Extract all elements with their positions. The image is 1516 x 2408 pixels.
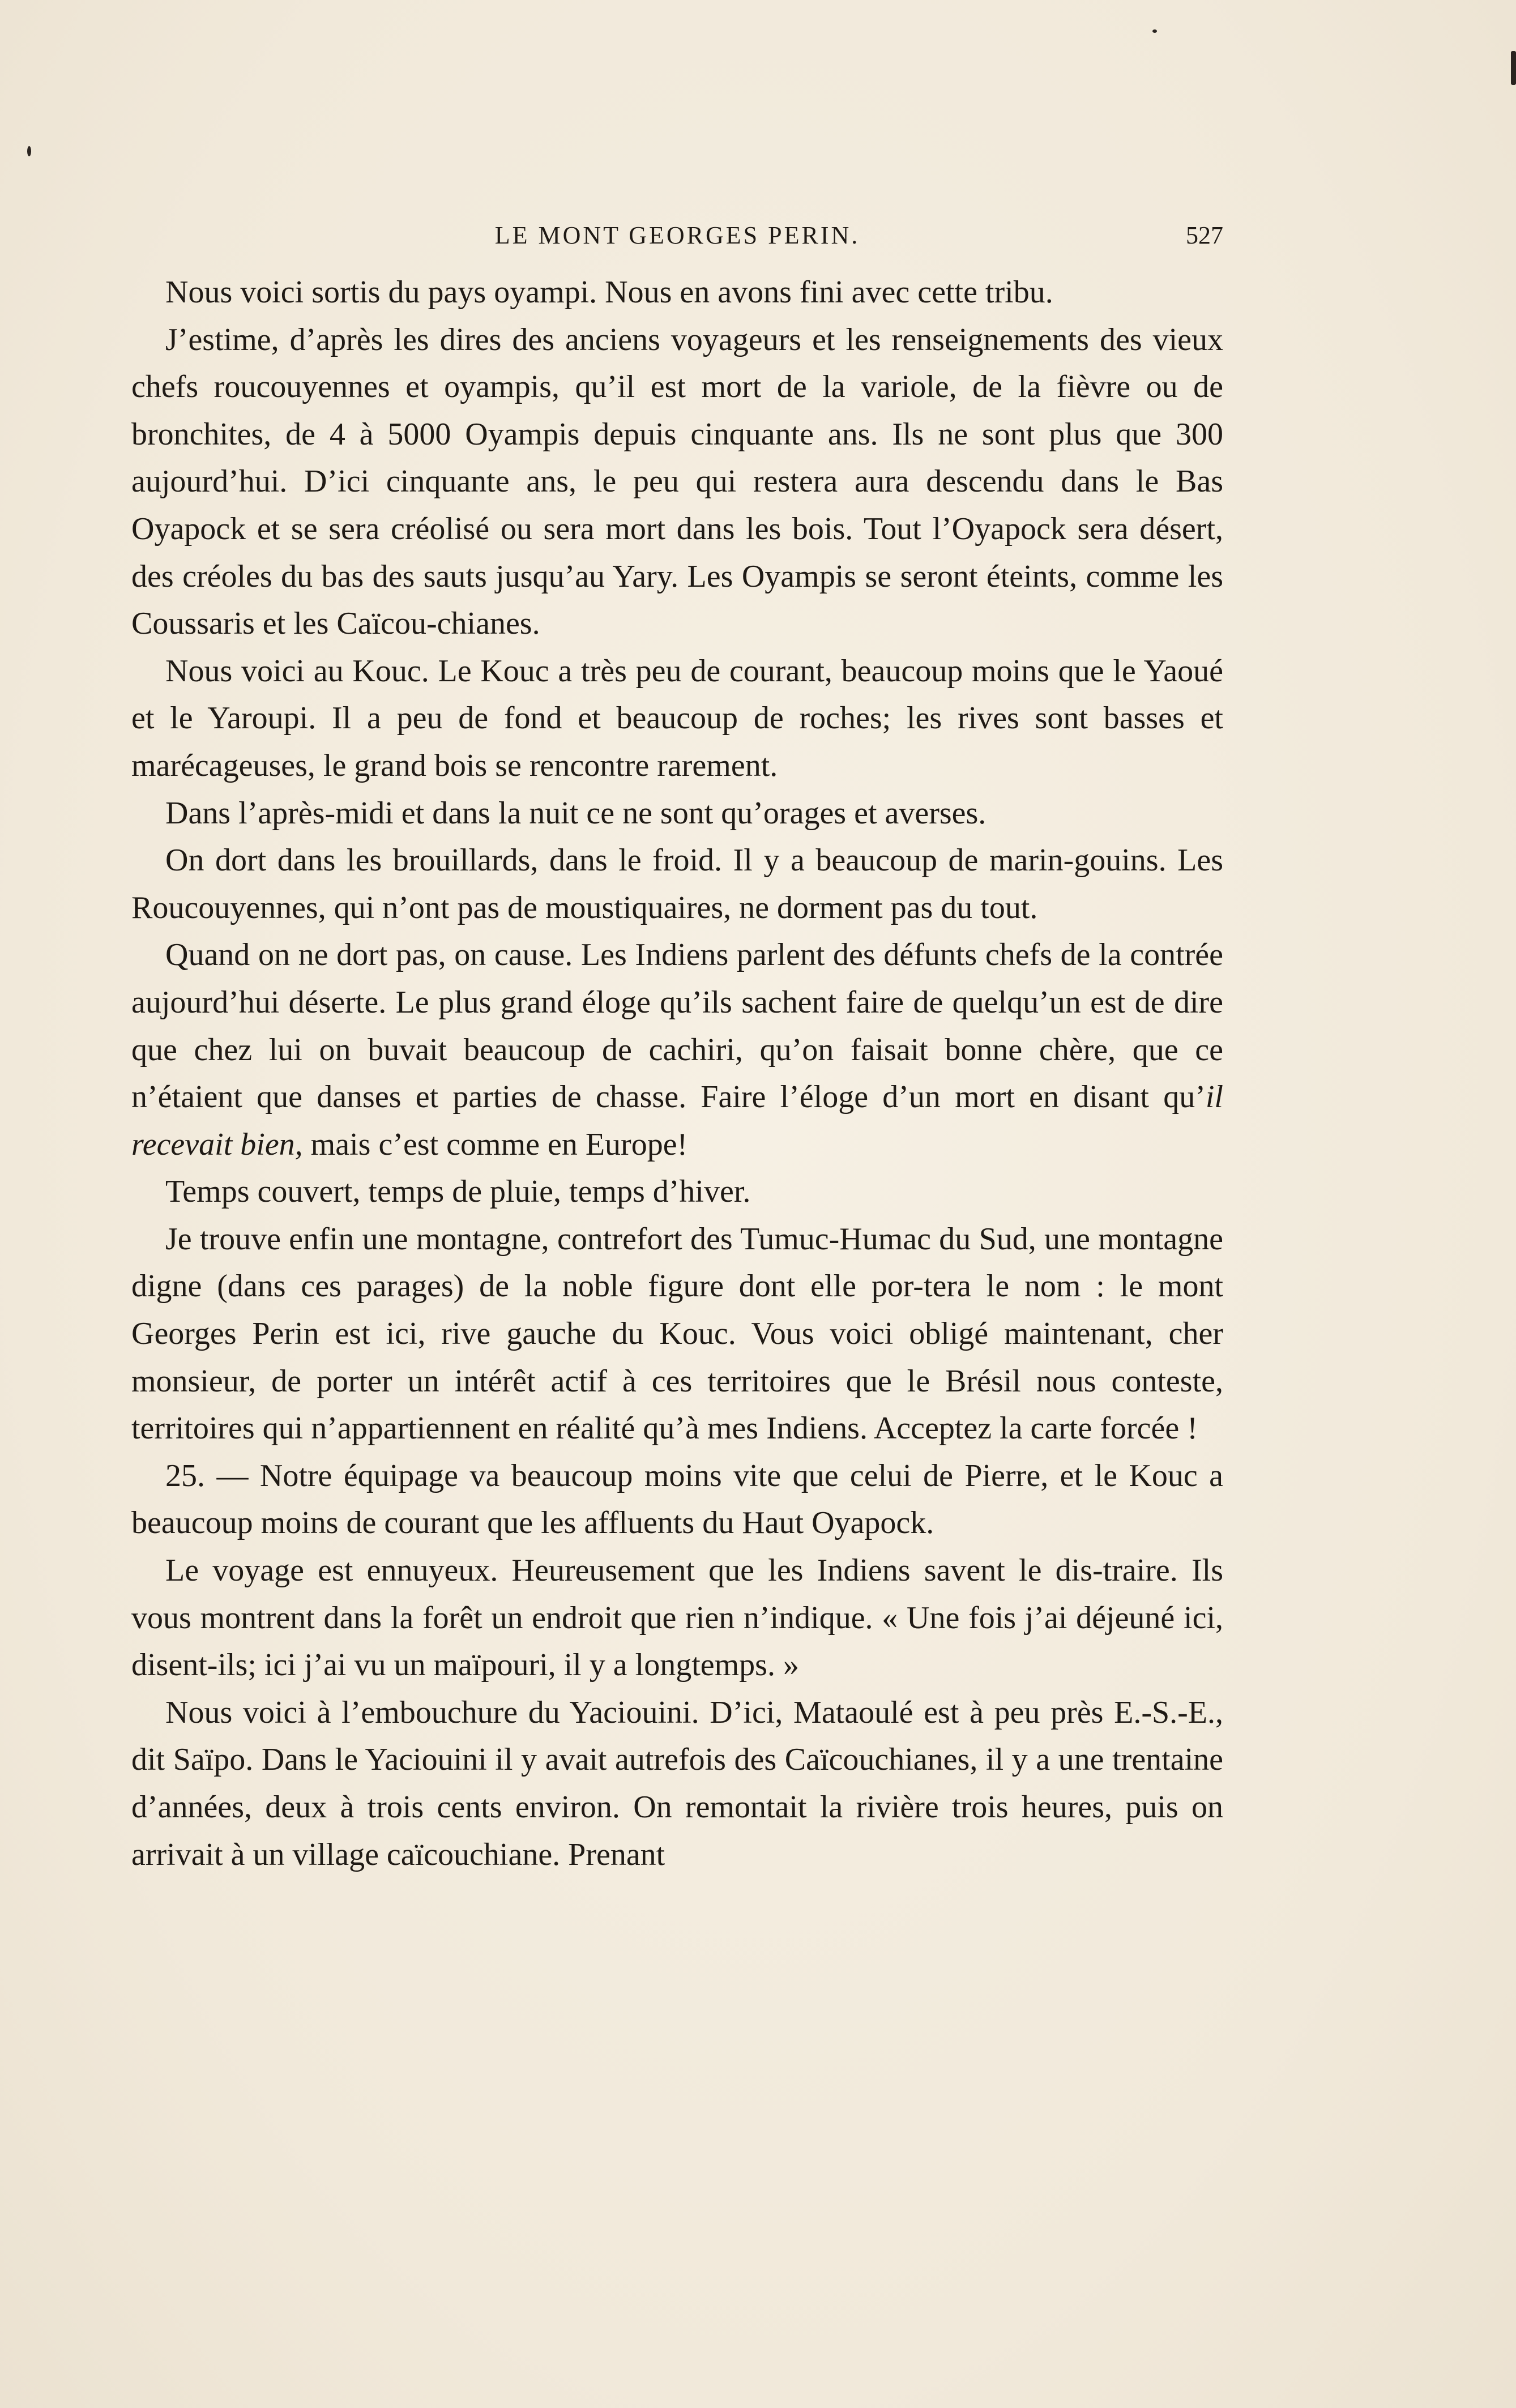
paragraph: Le voyage est ennuyeux. Heureusement que les Indiens savent le dis-traire. Ils vous montrent dans la forêt un endroit que rien n’indique. « Une fois j’ai déjeuné ici, disent-ils; ici j’ai vu un maïpouri, il y a longtemps. » <box>131 1553 1223 1683</box>
paragraph: Nous voici à l’embouchure du Yaciouini. D’ici, Mataoulé est à peu près E.-S.-E., dit Saïpo. Dans le Yaciouini il y avait autrefois des Caïcouchianes, il y a une trentaine d’années, deux à trois cents environ. On remontait la rivière trois heures, puis on arrivait à un village caïcouchiane. Prenant <box>131 1694 1223 1872</box>
paragraph-text: mais c’est comme en Europe! <box>302 1126 688 1162</box>
paragraph: 25. — Notre équipage va beaucoup moins vite que celui de Pierre, et le Kouc a beaucoup moins de courant que les affluents du Haut Oyapock. <box>131 1458 1223 1541</box>
paragraph: Temps couvert, temps de pluie, temps d’hiver. <box>165 1174 751 1210</box>
body-text <box>131 269 1223 1878</box>
running-title: LE MONT GEORGES PERIN. <box>494 221 860 249</box>
paragraph: Je trouve enfin une montagne, contrefort des Tumuc-Humac du Sud, une montagne digne (dans ces parages) de la noble figure dont elle por-tera le nom : le mont Georges Perin est ici, rive gauche du Kouc. Vous voici obligé maintenant, cher monsieur, de porter un intérêt actif à ces territoires que le Brésil nous conteste, territoires qui n’appartiennent en réalité qu’à mes Indiens. Acceptez la carte forcée ! <box>131 1221 1223 1446</box>
paragraph <box>131 932 1223 1168</box>
ink-speck <box>27 146 31 156</box>
ink-speck <box>1511 51 1516 85</box>
running-header <box>131 221 1223 255</box>
ink-speck <box>1152 29 1157 33</box>
paragraph: J’estime, d’après les dires des anciens voyageurs et les renseignements des vieux chefs roucouyennes et oyampis, qu’il est mort de la variole, de la fièvre ou de bronchites, de 4 à 5000 Oyampis depuis cinquante ans. Ils ne sont plus que 300 aujourd’hui. D’ici cinquante ans, le peu qui restera aura descendu dans le Bas Oyapock et se sera créolisé ou sera mort dans les bois. Tout l’Oyapock sera désert, des créoles du bas des sauts jusqu’au Yary. Les Oyampis se seront éteints, comme les Coussaris et les Caïcou-chianes. <box>131 322 1223 642</box>
italic-quote: il recevait bien, <box>131 1079 1223 1162</box>
paragraph-text: Quand on ne dort pas, on cause. Les Indiens parlent des défunts chefs de la contrée aujourd’hui déserte. Le plus grand éloge qu’ils sachent faire de quelqu’un est de dire que chez lui on buvait beaucoup de cachiri, qu’on faisait bonne chère, que ce n’étaient que danses et parties de chasse. Faire l’éloge d’un mort en disant qu’ <box>131 937 1223 1115</box>
paragraph: Nous voici sortis du pays oyampi. Nous en avons fini avec cette tribu. <box>165 275 1053 310</box>
page-number: 527 <box>1186 221 1223 249</box>
paragraph: Dans l’après-midi et dans la nuit ce ne sont qu’orages et averses. <box>165 795 987 831</box>
paragraph: Nous voici au Kouc. Le Kouc a très peu de courant, beaucoup moins que le Yaoué et le Yaroupi. Il a peu de fond et beaucoup de roches; les rives sont basses et marécageuses, le grand bois se rencontre rarement. <box>131 653 1223 783</box>
paragraph: On dort dans les brouillards, dans le froid. Il y a beaucoup de marin-gouins. Les Roucouyennes, qui n’ont pas de moustiquaires, ne dorment pas du tout. <box>131 843 1223 925</box>
